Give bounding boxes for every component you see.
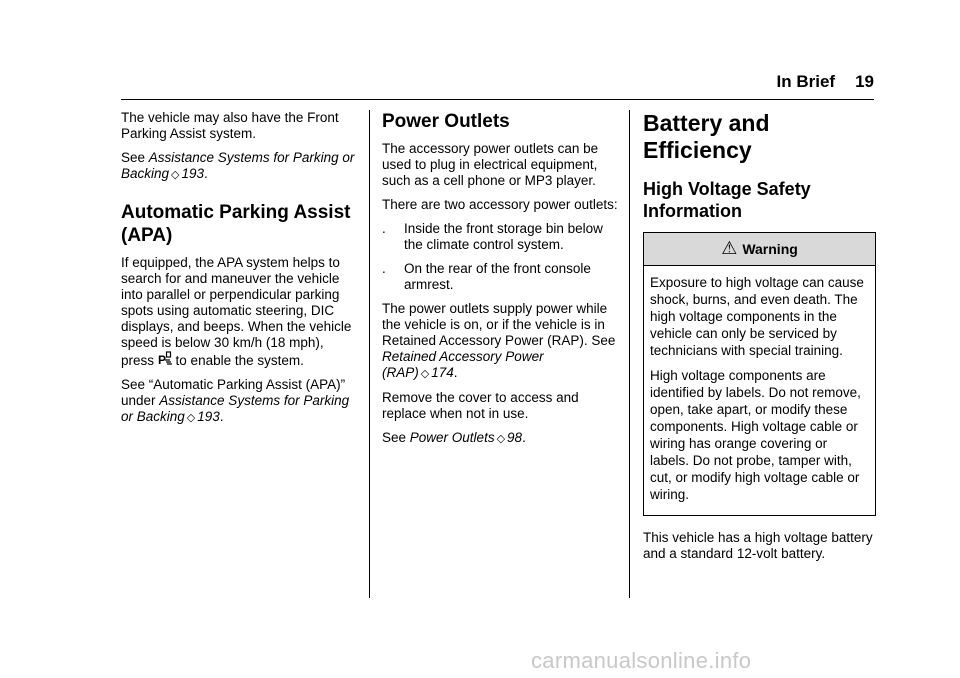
bullet-marker: . xyxy=(382,221,386,236)
warning-paragraph: High voltage components are identified by labels. Do not remove, open, take apart, or modify these components. High voltage cable or wiring has orange covering or labels. Do not probe, tamper with, cut, or modify high voltage cable or wiring. xyxy=(650,368,861,502)
paragraph xyxy=(121,150,357,183)
page-ref-number[interactable]: 193 xyxy=(181,166,205,181)
text: to enable the system. xyxy=(175,353,304,368)
header-rule xyxy=(121,99,874,100)
paragraph xyxy=(121,377,357,426)
svg-text:P: P xyxy=(157,353,166,367)
text: See xyxy=(121,150,149,165)
paragraph: The vehicle may also have the Front Parking Assist system. xyxy=(121,110,339,141)
warning-title: Warning xyxy=(742,241,798,257)
paragraph xyxy=(382,430,618,447)
section-heading: Automatic Parking Assist (APA) xyxy=(121,202,351,246)
list-item xyxy=(382,261,618,293)
paragraph: The accessory power outlets can be used to plug in electrical equipment, such as a cell phone or MP3 player. xyxy=(382,141,599,188)
text: . xyxy=(204,166,208,181)
warning-paragraph: Exposure to high voltage can cause shock, burns, and even death. The high voltage components in the vehicle can only be serviced by technicians with special training. xyxy=(650,275,864,358)
subsection-heading: High Voltage Safety Information xyxy=(643,179,811,221)
text: The power outlets supply power while the vehicle is on, or if the vehicle is in Retained Accessory Power (RAP). See xyxy=(382,301,616,348)
cross-ref-link[interactable]: Assistance Systems for Parking or Backing xyxy=(121,393,350,424)
warning-box xyxy=(643,232,876,516)
page-ref-number[interactable]: 98 xyxy=(507,430,523,445)
text: If equipped, the APA system helps to search for and maneuver the vehicle into parallel or perpendicular parking spots using automatic steering, DIC displays, and beeps. When the vehicle speed is below 30 km/h (18 mph), press xyxy=(121,255,352,368)
cross-ref-link[interactable]: Assistance Systems for Parking or Backing xyxy=(121,150,355,181)
column-1 xyxy=(121,110,357,434)
text: See xyxy=(382,430,410,445)
cross-ref-link[interactable]: Retained Accessory Power (RAP) xyxy=(382,349,544,380)
paragraph: There are two accessory power outlets: xyxy=(382,197,618,212)
page-ref-number[interactable]: 174 xyxy=(431,365,454,380)
section-title: In Brief xyxy=(776,72,836,91)
paragraph: This vehicle has a high voltage battery and a standard 12-volt battery. xyxy=(643,530,873,561)
text: See “Automatic Parking Assist (APA)” under xyxy=(121,377,346,408)
page-header xyxy=(777,72,874,92)
bullet-marker: . xyxy=(382,261,386,276)
paragraph xyxy=(382,301,618,382)
page-number: 19 xyxy=(855,72,874,91)
page-ref-icon: ◇ xyxy=(496,433,506,445)
text: . xyxy=(219,409,224,424)
column-3 xyxy=(643,110,876,570)
column-divider-1 xyxy=(369,110,370,598)
watermark: carmanualsonline.info xyxy=(531,648,752,673)
page-ref-number[interactable]: 193 xyxy=(197,409,220,424)
list-item-text: Inside the front storage bin below the climate control system. xyxy=(404,221,603,252)
text: . xyxy=(522,430,526,445)
page-ref-icon: ◇ xyxy=(186,412,196,424)
list-item xyxy=(382,221,618,253)
chapter-heading: Battery and Efficiency xyxy=(643,110,770,163)
cross-ref-link[interactable]: Power Outlets xyxy=(409,430,495,445)
warning-body xyxy=(644,266,875,515)
page-ref-icon: ◇ xyxy=(420,368,430,380)
warning-header xyxy=(644,233,875,266)
warning-icon: ⚠ xyxy=(721,238,738,258)
text: . xyxy=(453,365,458,380)
page-ref-icon: ◇ xyxy=(171,169,180,181)
paragraph xyxy=(121,255,357,369)
parking-assist-icon xyxy=(158,351,172,367)
section-heading: Power Outlets xyxy=(382,111,510,132)
list-item-text: On the rear of the front console armrest. xyxy=(404,261,591,292)
column-divider-2 xyxy=(629,110,630,598)
column-2 xyxy=(382,110,618,455)
paragraph: Remove the cover to access and replace when not in use. xyxy=(382,390,579,421)
